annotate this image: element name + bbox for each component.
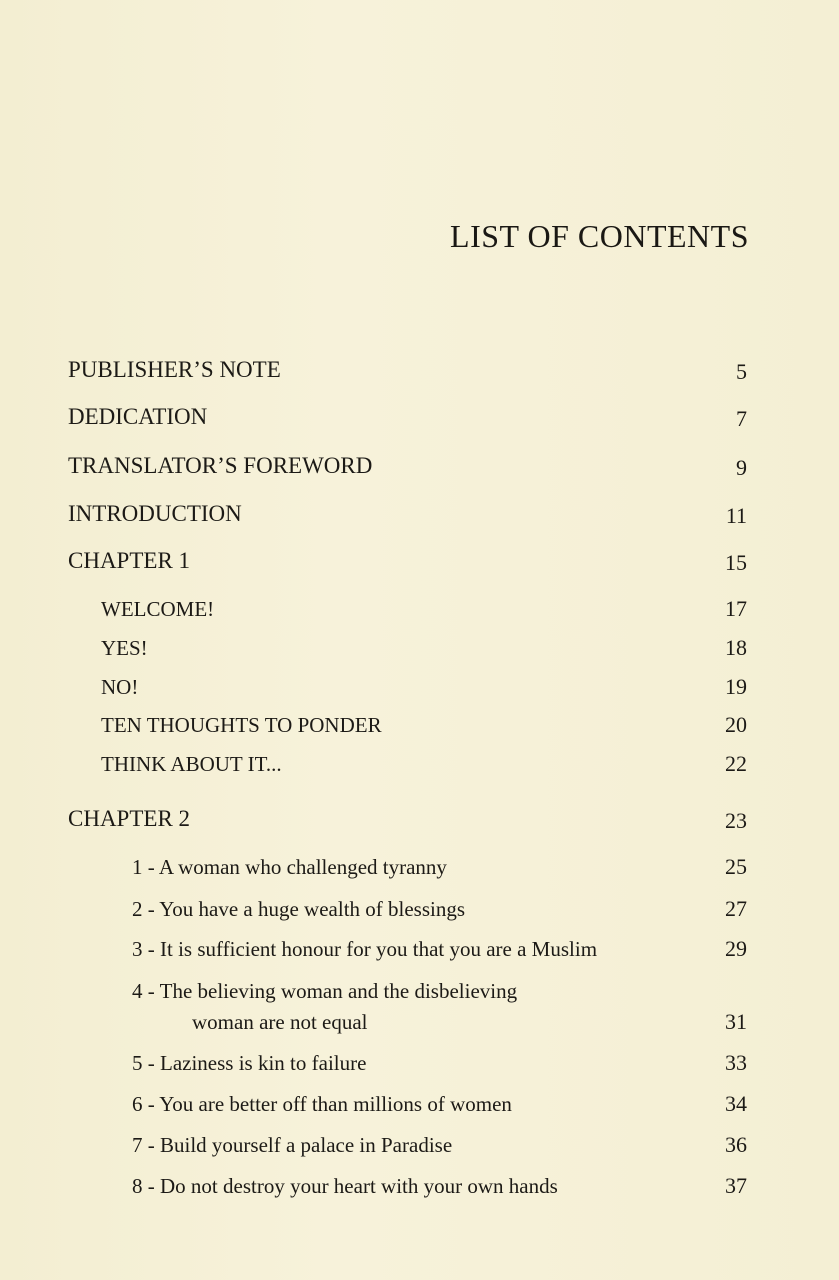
toc-page-number: 27	[725, 896, 747, 921]
toc-page-number: 22	[725, 751, 747, 776]
toc-page-number: 18	[725, 635, 747, 660]
toc-entry-chapter-1: CHAPTER 1	[68, 548, 191, 573]
toc-entry-item-continued: woman are not equal	[192, 1010, 368, 1034]
toc-entry-item: 5 - Laziness is kin to failure	[132, 1051, 367, 1075]
toc-page-number: 15	[725, 550, 747, 575]
toc-page-number: 34	[725, 1091, 747, 1116]
toc-entry-item: 1 - A woman who challenged tyranny	[132, 855, 447, 879]
toc-page-number: 19	[725, 674, 747, 699]
toc-page-number: 11	[725, 503, 747, 528]
toc-page-number: 25	[725, 854, 747, 879]
toc-entry-item: 3 - It is sufficient honour for you that you are a Muslim	[132, 937, 598, 961]
toc-page-number: 17	[725, 596, 747, 621]
toc-page-number: 29	[725, 936, 747, 961]
toc-entry-translators-foreword: TRANSLATOR’S FOREWORD	[68, 453, 373, 478]
toc-entry-yes: YES!	[101, 636, 148, 660]
toc-entry-think-about-it: THINK ABOUT IT...	[101, 752, 282, 776]
page-title: LIST OF CONTENTS	[450, 218, 749, 254]
toc-entry-publishers-note: PUBLISHER’S NOTE	[68, 357, 281, 382]
toc-page-number: 20	[725, 712, 747, 737]
toc-page-number: 31	[725, 1009, 747, 1034]
toc-entry-dedication: DEDICATION	[68, 404, 208, 429]
toc-entry-chapter-2: CHAPTER 2	[68, 806, 191, 831]
toc-entry-introduction: INTRODUCTION	[68, 501, 242, 526]
toc-page-number: 7	[736, 406, 747, 431]
toc-entry-welcome: WELCOME!	[101, 597, 215, 621]
toc-entry-item: 8 - Do not destroy your heart with your own hands	[132, 1174, 558, 1198]
toc-page-number: 37	[725, 1173, 747, 1198]
toc-entry-item: 4 - The believing woman and the disbelieving	[132, 979, 518, 1003]
toc-entry-item: 7 - Build yourself a palace in Paradise	[132, 1133, 453, 1157]
toc-entry-item: 2 - You have a huge wealth of blessings	[132, 897, 466, 921]
toc-entry-item: 6 - You are better off than millions of women	[132, 1092, 512, 1116]
toc-entry-no: NO!	[101, 675, 139, 699]
toc-page-number: 33	[725, 1050, 747, 1075]
toc-page-number: 36	[725, 1132, 747, 1157]
toc-entry-ten-thoughts: TEN THOUGHTS TO PONDER	[101, 713, 382, 737]
toc-page-number: 23	[725, 808, 747, 833]
toc-page-number: 5	[736, 359, 747, 384]
toc-page-number: 9	[736, 455, 747, 480]
